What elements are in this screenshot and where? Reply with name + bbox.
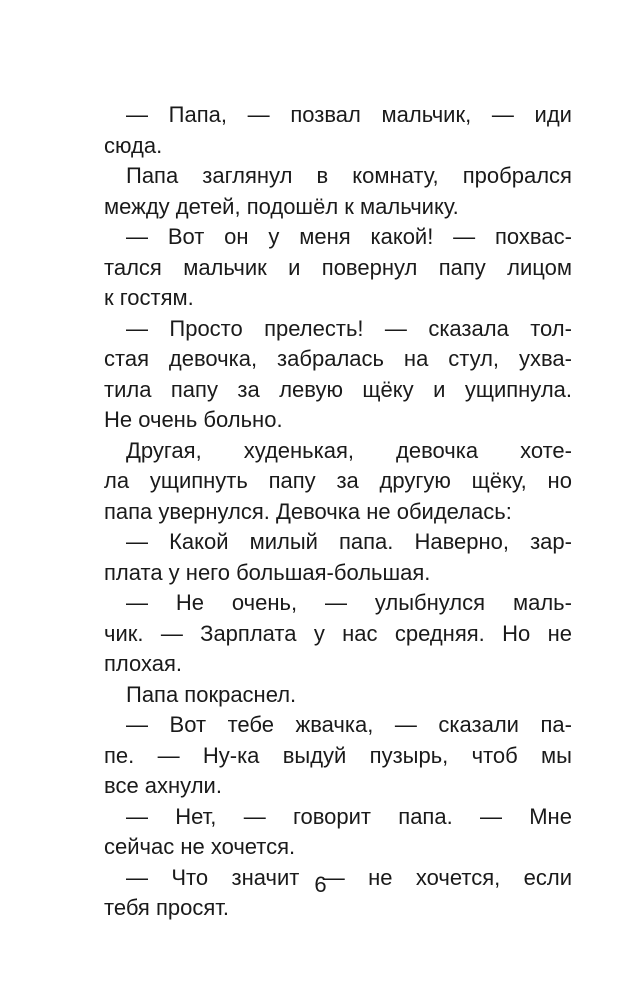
text-line: — Просто прелесть! — сказала тол-	[126, 315, 572, 341]
text-line: стая девочка, забралась на стул, ухва-	[104, 346, 572, 371]
text-line: между детей, подошёл к мальчику.	[104, 193, 459, 219]
text-line: к гостям.	[104, 285, 194, 310]
text-line: — Папа, — позвал мальчик, — иди	[126, 102, 572, 127]
text-line: Другая, худенькая, девочка хоте-	[126, 437, 572, 463]
text-line: — Нет, — говорит папа. — Мне	[126, 803, 572, 829]
text-line: пе. — Ну-ка выдуй пузырь, чтоб мы	[104, 742, 572, 768]
text-line: тила папу за левую щёку и ущипнула.	[104, 376, 572, 402]
text-line: все ахнули.	[104, 773, 222, 798]
text-line: сюда.	[104, 132, 163, 158]
text-line: чик. — Зарплата у нас средняя. Но не	[104, 620, 572, 646]
text-line: Папа заглянул в комнату, пробрался	[126, 163, 572, 188]
text-line: Папа покраснел.	[126, 681, 297, 707]
text-line: плохая.	[104, 651, 182, 676]
text-line: ла ущипнуть папу за другую щёку, но	[104, 468, 572, 493]
text-line: — Не очень, — улыбнулся маль-	[126, 590, 572, 615]
text-line: сейчас не хочется.	[104, 834, 296, 859]
text-line: — Что значит — не хочется, если	[126, 864, 572, 890]
text-line: — Вот он у меня какой! — похвас-	[126, 224, 572, 249]
text-line: тался мальчик и повернул папу лицом	[104, 254, 572, 280]
text-line: папа увернулся. Девочка не обиделась:	[104, 498, 512, 524]
text-line: — Какой милый папа. Наверно, зар-	[126, 529, 572, 554]
text-line: — Вот тебе жвачка, — сказали па-	[126, 712, 572, 737]
text-line: тебя просят.	[104, 895, 230, 920]
text-line: плата у него большая-большая.	[104, 559, 431, 585]
page-number: 6	[314, 872, 327, 897]
text-line: Не очень больно.	[104, 407, 283, 432]
page-body	[104, 100, 572, 924]
